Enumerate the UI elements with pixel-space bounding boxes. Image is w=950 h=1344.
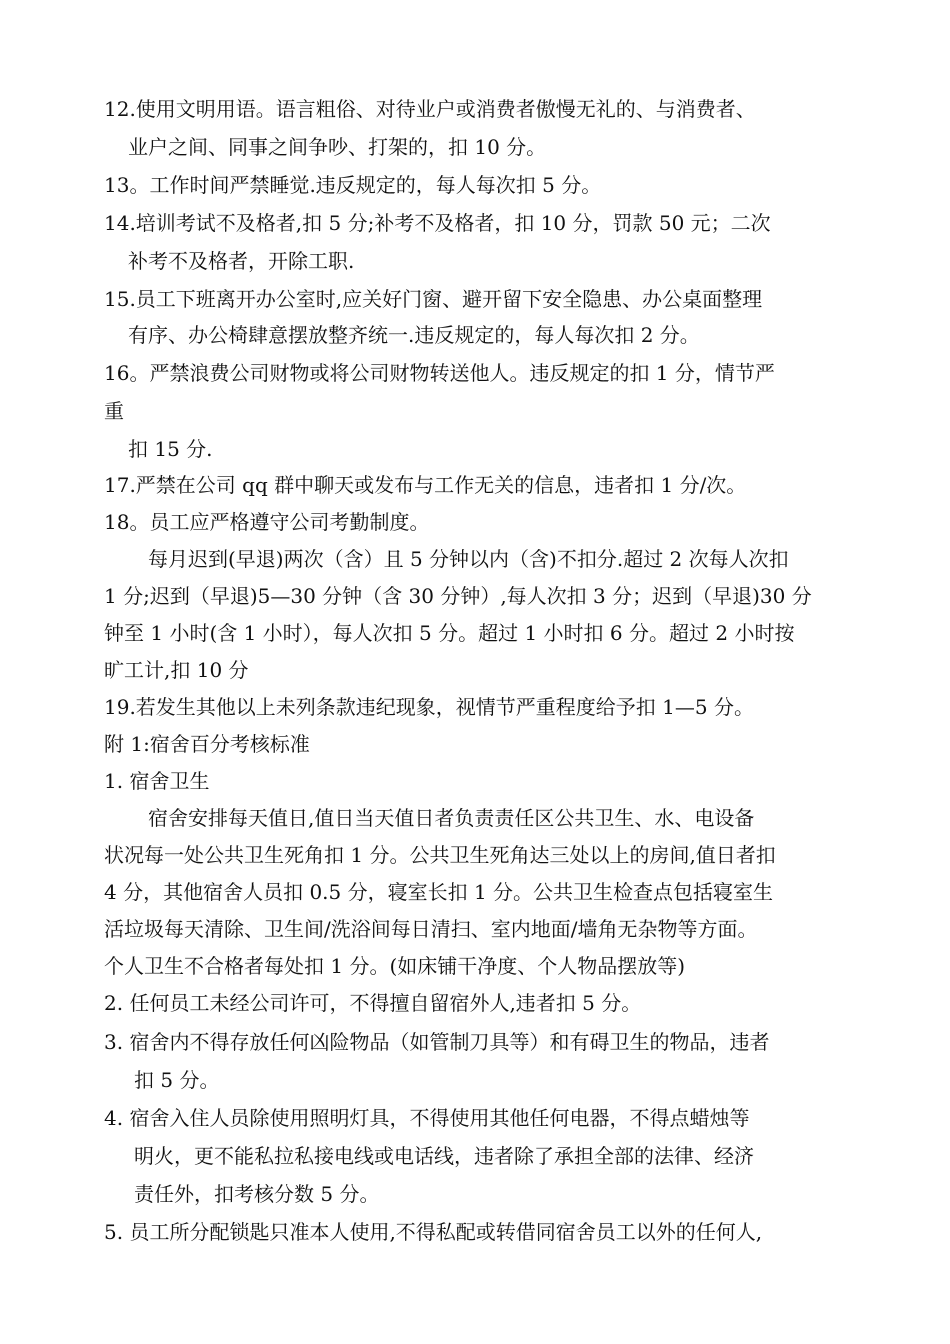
- text-line-18: 附 1:宿舍百分考核标准: [104, 732, 310, 756]
- text-line-20: 宿舍安排每天值日,值日当天值日者负责责任区公共卫生、水、电设备: [148, 806, 755, 830]
- text-line-2: 业户之间、同事之间争吵、打架的，扣 10 分。: [128, 135, 547, 159]
- text-line-22: 4 分，其他宿舍人员扣 0.5 分，寝室长扣 1 分。公共卫生检查点包括寝室生: [104, 880, 774, 904]
- text-line-6: 15.员工下班离开办公室时,应关好门窗、避开留下安全隐患、办公桌面整理: [104, 287, 763, 311]
- text-line-17: 19.若发生其他以上未列条款违纪现象，视情节严重程度给予扣 1—5 分。: [104, 695, 754, 719]
- text-line-25: 2. 任何员工未经公司许可，不得擅自留宿外人,违者扣 5 分。: [104, 991, 642, 1015]
- text-line-29: 明火，更不能私拉私接电线或电话线，违者除了承担全部的法律、经济: [134, 1144, 754, 1168]
- text-line-26: 3. 宿舍内不得存放任何凶险物品（如管制刀具等）和有碍卫生的物品，违者: [104, 1030, 770, 1054]
- text-line-7: 有序、办公椅肆意摆放整齐统一.违反规定的，每人每次扣 2 分。: [128, 323, 700, 347]
- text-line-3: 13。工作时间严禁睡觉.违反规定的，每人每次扣 5 分。: [104, 173, 602, 197]
- text-line-24: 个人卫生不合格者每处扣 1 分。(如床铺干净度、个人物品摆放等): [104, 954, 686, 978]
- text-line-16: 旷工计,扣 10 分: [104, 658, 249, 682]
- text-line-13: 每月迟到(早退)两次（含）且 5 分钟以内（含)不扣分.超过 2 次每人次扣: [148, 547, 789, 571]
- text-line-12: 18。员工应严格遵守公司考勤制度。: [104, 510, 430, 534]
- text-line-30: 责任外，扣考核分数 5 分。: [134, 1182, 380, 1206]
- text-line-5: 补考不及格者，开除工职.: [128, 249, 355, 273]
- text-line-14: 1 分;迟到（早退)5—30 分钟（含 30 分钟）,每人次扣 3 分；迟到（早退)30 分: [104, 584, 812, 608]
- text-line-19: 1. 宿舍卫生: [104, 769, 210, 793]
- text-line-4: 14.培训考试不及格者,扣 5 分;补考不及格者，扣 10 分，罚款 50 元；二次: [104, 211, 771, 235]
- text-line-1: 12.使用文明用语。语言粗俗、对待业户或消费者傲慢无礼的、与消费者、: [104, 97, 756, 121]
- text-line-9: 重: [104, 399, 124, 423]
- text-line-11: 17.严禁在公司 qq 群中聊天或发布与工作无关的信息，违者扣 1 分/次。: [104, 473, 747, 497]
- text-line-31: 5. 员工所分配锁匙只准本人使用,不得私配或转借同宿舍员工以外的任何人,: [104, 1220, 763, 1244]
- text-line-8: 16。严禁浪费公司财物或将公司财物转送他人。违反规定的扣 1 分，情节严: [104, 361, 775, 385]
- text-line-15: 钟至 1 小时(含 1 小时），每人次扣 5 分。超过 1 小时扣 6 分。超过 2 小时按: [104, 621, 795, 645]
- text-line-10: 扣 15 分.: [128, 437, 213, 461]
- text-line-27: 扣 5 分。: [134, 1068, 220, 1092]
- text-line-28: 4. 宿舍入住人员除使用照明灯具，不得使用其他任何电器，不得点蜡烛等: [104, 1106, 750, 1130]
- text-line-21: 状况每一处公共卫生死角扣 1 分。公共卫生死角达三处以上的房间,值日者扣: [104, 843, 776, 867]
- text-line-23: 活垃圾每天清除、卫生间/洗浴间每日清扫、室内地面/墙角无杂物等方面。: [104, 917, 758, 941]
